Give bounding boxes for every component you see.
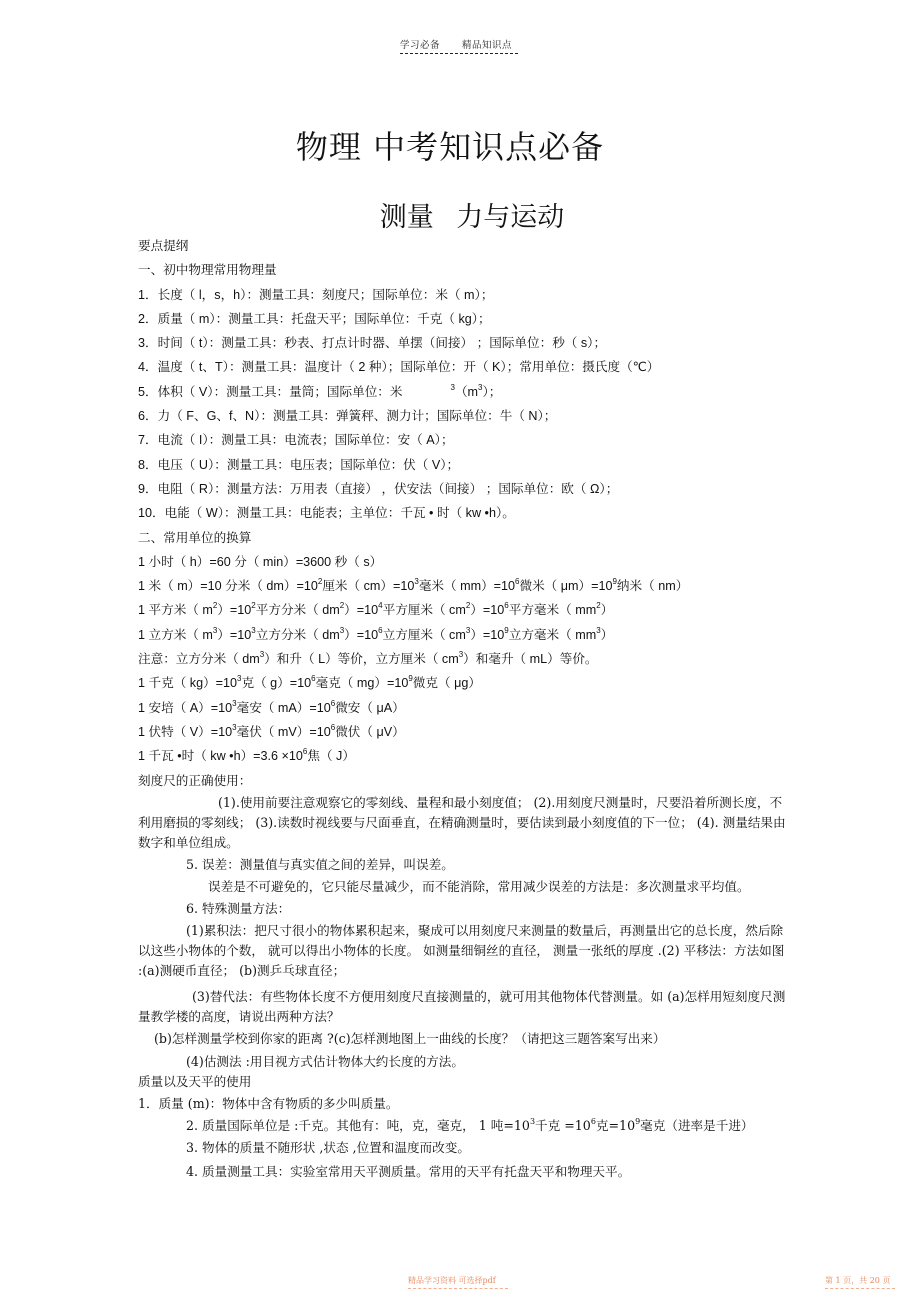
section1-heading: 一、初中物理常用物理量 [138, 262, 277, 278]
exponent: 3 [465, 625, 471, 635]
text: 毫克（进率是千进） [640, 1118, 754, 1134]
text: 1 伏特（ V）=10 [138, 724, 233, 739]
quantity-item: 7．电流（ I）：测量工具：电流表；国际单位：安（ A）； [138, 433, 454, 448]
document-subtitle: 测量 力与运动 [379, 202, 565, 233]
text: 焦（ J） [307, 749, 355, 764]
text: 1 千克（ kg）=10 [138, 676, 238, 691]
exponent: 2 [212, 601, 218, 611]
text: 1 安培（ A）=10 [138, 700, 233, 715]
text: (1)累积法：把尺寸很小的物体累积起来，聚成可以用刻度尺来测量的数量后，再测量出它的总长度，然后除以这些小物体的个数， 就可以得出小物体的长度。 如测量细铜丝的直径， 测量一张纸的厚度 .(2) 平移法：方法如图 :(a)测硬币直径； (b)测乒乓球直径； [138, 923, 785, 979]
quantity-item: 1．长度（ l，s，h）：测量工具：刻度尺；国际单位：米（ m）； [138, 287, 494, 302]
conversion-volume [138, 623, 786, 647]
document-body [138, 234, 786, 1185]
footer-divider [825, 1288, 895, 1289]
mass-item: 3. 物体的质量不随形状 ,状态 ,位置和温度而改变。 [186, 1140, 470, 1156]
conversion-area [138, 598, 786, 622]
text: 微克（ μg） [412, 676, 481, 691]
page-header [400, 37, 520, 54]
text: ） [600, 627, 614, 642]
text: 1 米（ m）=10 分米（ dm）=10 [138, 579, 318, 594]
exponent: 3 [237, 674, 242, 684]
exponent: 3 [251, 625, 256, 635]
mass-item: 4. 质量测量工具：实验室常用天平测质量。常用的天平有托盘天平和物理天平。 [186, 1164, 631, 1180]
item-text: （m [454, 384, 479, 399]
exponent: 6 [302, 747, 308, 757]
item-text: 5．体积（ V）：测量工具：量筒；国际单位：米 [138, 384, 403, 399]
text: 毫克（ mg）=10 [315, 676, 409, 691]
exponent: 3 [259, 650, 265, 660]
exponent: 6 [378, 625, 383, 635]
exponent: 9 [504, 625, 509, 635]
quantity-item: 2．质量（ m）：测量工具：托盘天平；国际单位：千克（ kg）； [138, 311, 491, 326]
exponent: 9 [612, 577, 617, 587]
exponent: 3 [450, 382, 455, 392]
special-method-substitute [138, 987, 786, 1027]
footer-divider [408, 1288, 508, 1289]
text: ）=10 [470, 627, 505, 642]
exponent: 6 [515, 577, 520, 587]
header-left-text: 学习必备 [400, 40, 441, 51]
text: 立方分米（ dm [255, 627, 340, 642]
exponent: 6 [330, 722, 336, 732]
ruler-usage-paragraph [138, 793, 786, 853]
exponent: 3 [529, 1117, 536, 1127]
text: 平方分米（ dm [255, 603, 340, 618]
error-title: 5. 误差：测量值与真实值之间的差异，叫误差。 [186, 856, 454, 872]
text: 立方毫米（ mm [508, 627, 597, 642]
exponent: 4 [378, 601, 383, 611]
conversion-current [138, 696, 786, 720]
text: 微安（ μA） [335, 700, 405, 715]
text: 1 立方米（ m [138, 627, 213, 642]
page-indicator: 第 1 页，共 20 页 [825, 1276, 891, 1285]
outline-label: 要点提纲 [138, 238, 189, 253]
exponent: 9 [635, 1117, 641, 1127]
text: 1 千瓦 •时（ kw •h）=3.6 ×10 [138, 749, 303, 764]
text: (1).使用前要注意观察它的零刻线、量程和最小刻度值； (2).用刻度尺测量时，尺要沿着所测长度，不利用磨损的零刻线； (3).读数时视线要与尺面垂直，在精确测量时，要估读到最小刻度值的下一位； (4). 测量结果由数字和单位组成。 [138, 794, 786, 850]
text: 误差是不可避免的，它只能尽量减少，而不能消除，常用减少误差的方法是：多次测量求平均值。 [208, 879, 750, 895]
exponent: 9 [408, 674, 413, 684]
conversion-voltage [138, 720, 786, 744]
exponent: 3 [596, 625, 601, 635]
exponent: 2 [251, 601, 256, 611]
text: 1 平方米（ m [138, 603, 213, 618]
conversion-time: 1 小时（ h）=60 分（ min）=3600 秒（ s） [138, 554, 383, 569]
text: 立方厘米（ cm [382, 627, 466, 642]
text: 毫安（ mA）=10 [236, 700, 331, 715]
header-divider [400, 53, 518, 54]
exponent: 2 [339, 601, 345, 611]
section2-heading: 二、常用单位的换算 [138, 529, 252, 545]
quantity-item: 9．电阻（ R）：测量方法：万用表（直接） ，伏安法（间接） ；国际单位：欧（ Ω）； [138, 481, 619, 496]
exponent: 3 [232, 722, 237, 732]
conversion-energy [138, 744, 786, 768]
special-method-accumulate [138, 921, 786, 981]
text: ）=10 [344, 627, 379, 642]
item-text: ）； [482, 384, 502, 399]
quantity-item [138, 380, 786, 404]
text: 平方厘米（ cm [382, 603, 466, 618]
conversion-note [138, 647, 786, 671]
quantity-item: 6．力（ F、G、f、N）：测量工具：弹簧秤、测力计；国际单位：牛（ N）； [138, 409, 557, 424]
quantity-item: 8．电压（ U）：测量工具：电压表；国际单位：伏（ V）； [138, 457, 460, 472]
exponent: 2 [465, 601, 471, 611]
special-method-questions: (b)怎样测量学校到你家的距离 ?(c)怎样测地图上一曲线的长度？（请把这三题答案写出来） [154, 1031, 666, 1047]
ruler-heading: 刻度尺的正确使用： [138, 772, 252, 788]
text: 千克 =10 [535, 1118, 591, 1134]
text: 微米（ μm）=10 [519, 579, 613, 594]
special-method-estimate: (4)估测法 :用目视方式估计物体大约长度的方法。 [186, 1053, 464, 1069]
text: ） [600, 603, 614, 618]
text: 注意：立方分米（ dm [138, 652, 260, 667]
conversion-mass [138, 671, 786, 695]
text: ）和升（ L）等价，立方厘米（ cm [264, 652, 459, 667]
text: ）=10 [217, 603, 252, 618]
exponent: 3 [478, 382, 483, 392]
exponent: 2 [317, 577, 323, 587]
exponent: 6 [504, 601, 509, 611]
text: ）=10 [217, 627, 252, 642]
exponent: 3 [212, 625, 218, 635]
footer-right [825, 1275, 895, 1289]
exponent: 3 [339, 625, 345, 635]
exponent: 3 [232, 698, 237, 708]
text: 厘米（ cm）=10 [322, 579, 415, 594]
text: ）=10 [344, 603, 379, 618]
text: 毫米（ mm）=10 [418, 579, 516, 594]
document-title: 物理 中考知识点必备 [295, 128, 605, 166]
quantity-item: 10．电能（ W）：测量工具：电能表；主单位：千瓦 • 时（ kw •h）。 [138, 506, 515, 521]
exponent: 3 [414, 577, 419, 587]
mass-section-heading: 质量以及天平的使用 [138, 1073, 252, 1089]
footer-left [408, 1275, 508, 1289]
exponent: 6 [311, 674, 316, 684]
text: 克=10 [595, 1118, 636, 1134]
text: 2. 质量国际单位是 :千克。其他有：吨，克，毫克， 1 吨=10 [186, 1118, 530, 1134]
exponent: 2 [596, 601, 601, 611]
mass-item [138, 1116, 786, 1136]
error-body [138, 877, 786, 897]
quantity-item: 3．时间（ t）：测量工具：秒表、打点计时器、单摆（间接） ；国际单位：秒（ s）； [138, 336, 607, 351]
text: (3)替代法：有些物体长度不方便用刻度尺直接测量的，就可用其他物体代替测量。如 (a)怎样用短刻度尺测量教学楼的高度，请说出两种方法？ [138, 989, 786, 1025]
text: 微伏（ μV） [335, 724, 405, 739]
quantity-item: 4．温度（ t、T）：测量工具：温度计（ 2 种）；国际单位：开（ K）；常用单位：摄氏度（℃） [138, 360, 660, 375]
special-methods-title: 6. 特殊测量方法： [186, 901, 291, 917]
text: ）=10 [470, 603, 505, 618]
text: 纳米（ nm） [616, 579, 689, 594]
text: 毫伏（ mV）=10 [236, 724, 331, 739]
mass-item: 1．质量 (m)：物体中含有物质的多少叫质量。 [138, 1095, 399, 1111]
exponent: 3 [458, 650, 464, 660]
text: ）和毫升（ mL）等价。 [463, 652, 598, 667]
footer-left-text: 精品学习资料 可选择pdf [408, 1276, 496, 1285]
exponent: 6 [330, 698, 336, 708]
text: 克（ g）=10 [241, 676, 312, 691]
conversion-length [138, 574, 786, 598]
header-right-text: 精品知识点 [462, 40, 513, 51]
exponent: 6 [590, 1117, 596, 1127]
text: 平方毫米（ mm [508, 603, 597, 618]
